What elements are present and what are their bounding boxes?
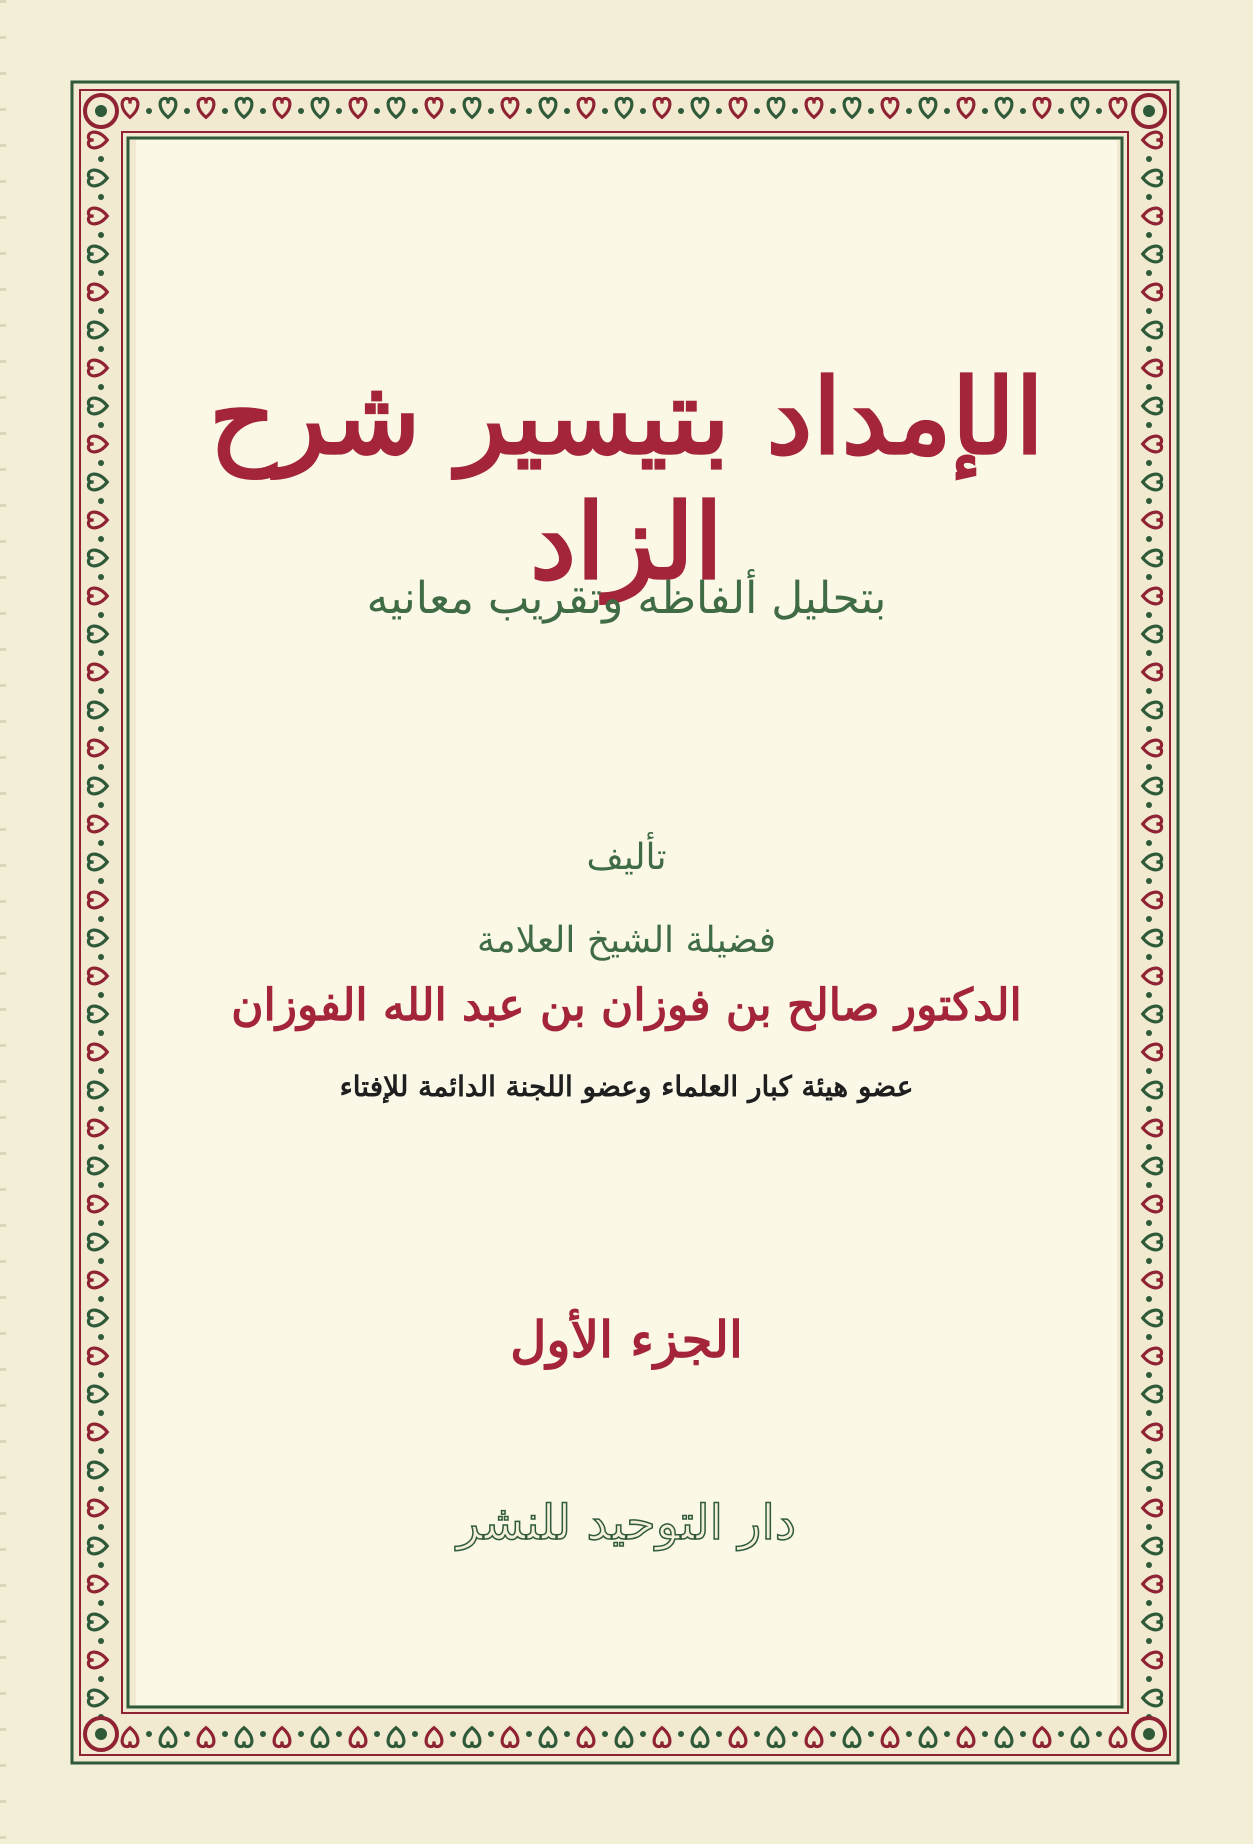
lattice-dot-icon	[98, 1486, 104, 1492]
lattice-dot-icon	[1096, 1731, 1102, 1737]
lattice-dot-icon	[1146, 992, 1152, 998]
lattice-dot-icon	[678, 1731, 684, 1737]
lattice-dot-icon	[1146, 270, 1152, 276]
lattice-dot-icon	[1146, 1410, 1152, 1416]
lattice-dot-icon	[1146, 1220, 1152, 1226]
lattice-dot-icon	[1146, 954, 1152, 960]
volume-label: الجزء الأول	[510, 1310, 743, 1369]
lattice-dot-icon	[412, 108, 418, 114]
lattice-dot-icon	[98, 1258, 104, 1264]
lattice-dot-icon	[1146, 1106, 1152, 1112]
lattice-dot-icon	[526, 108, 532, 114]
lattice-dot-icon	[564, 108, 570, 114]
lattice-dot-icon	[982, 108, 988, 114]
author-membership: عضو هيئة كبار العلماء وعضو اللجنة الدائمة للإفتاء	[339, 1070, 914, 1103]
lattice-dot-icon	[374, 1731, 380, 1737]
lattice-dot-icon	[1146, 422, 1152, 428]
lattice-dot-icon	[184, 1731, 190, 1737]
lattice-dot-icon	[1146, 384, 1152, 390]
lattice-dot-icon	[1146, 1562, 1152, 1568]
lattice-dot-icon	[260, 1731, 266, 1737]
lattice-dot-icon	[1146, 1258, 1152, 1264]
lattice-dot-icon	[1146, 1296, 1152, 1302]
lattice-dot-icon	[98, 1144, 104, 1150]
lattice-dot-icon	[754, 1731, 760, 1737]
authored-by-label: تأليف	[586, 837, 667, 878]
lattice-dot-icon	[222, 1731, 228, 1737]
lattice-dot-icon	[678, 108, 684, 114]
lattice-dot-icon	[1146, 1182, 1152, 1188]
lattice-dot-icon	[98, 498, 104, 504]
lattice-dot-icon	[1146, 1676, 1152, 1682]
lattice-dot-icon	[98, 1334, 104, 1340]
lattice-dot-icon	[716, 1731, 722, 1737]
lattice-dot-icon	[1146, 574, 1152, 580]
lattice-dot-icon	[830, 1731, 836, 1737]
lattice-dot-icon	[944, 1731, 950, 1737]
lattice-dot-icon	[98, 650, 104, 656]
lattice-dot-icon	[602, 1731, 608, 1737]
lattice-dot-icon	[298, 1731, 304, 1737]
lattice-dot-icon	[298, 108, 304, 114]
lattice-dot-icon	[792, 1731, 798, 1737]
lattice-dot-icon	[98, 840, 104, 846]
lattice-dot-icon	[98, 346, 104, 352]
lattice-dot-icon	[98, 1068, 104, 1074]
lattice-dot-icon	[98, 802, 104, 808]
lattice-dot-icon	[1146, 460, 1152, 466]
lattice-dot-icon	[1146, 1448, 1152, 1454]
lattice-dot-icon	[98, 536, 104, 542]
lattice-dot-icon	[98, 194, 104, 200]
lattice-dot-icon	[98, 308, 104, 314]
lattice-dot-icon	[98, 574, 104, 580]
cover-content	[136, 140, 1117, 1705]
book-title: الإمداد بتيسير شرح الزاد	[208, 355, 1045, 603]
lattice-dot-icon	[98, 954, 104, 960]
publisher-name: دار التوحيد للنشر	[456, 1495, 797, 1551]
lattice-dot-icon	[336, 108, 342, 114]
lattice-dot-icon	[336, 1731, 342, 1737]
lattice-dot-icon	[98, 688, 104, 694]
lattice-dot-icon	[98, 1106, 104, 1112]
lattice-dot-icon	[640, 108, 646, 114]
lattice-dot-icon	[868, 1731, 874, 1737]
lattice-dot-icon	[98, 612, 104, 618]
lattice-dot-icon	[868, 108, 874, 114]
lattice-dot-icon	[98, 1182, 104, 1188]
lattice-dot-icon	[1146, 1068, 1152, 1074]
lattice-dot-icon	[1058, 108, 1064, 114]
lattice-dot-icon	[640, 1731, 646, 1737]
lattice-dot-icon	[792, 108, 798, 114]
lattice-dot-icon	[1146, 878, 1152, 884]
lattice-dot-icon	[1058, 1731, 1064, 1737]
author-name: الدكتور صالح بن فوزان بن عبد الله الفوزان	[231, 980, 1022, 1031]
lattice-dot-icon	[98, 1600, 104, 1606]
lattice-dot-icon	[98, 1676, 104, 1682]
corner-rosette-center-icon	[1143, 105, 1155, 117]
lattice-dot-icon	[1146, 726, 1152, 732]
lattice-dot-icon	[98, 156, 104, 162]
lattice-dot-icon	[450, 108, 456, 114]
lattice-dot-icon	[146, 108, 152, 114]
lattice-dot-icon	[1146, 1486, 1152, 1492]
lattice-dot-icon	[1146, 232, 1152, 238]
lattice-dot-icon	[1146, 1638, 1152, 1644]
lattice-dot-icon	[716, 108, 722, 114]
lattice-dot-icon	[526, 1731, 532, 1737]
lattice-dot-icon	[1146, 764, 1152, 770]
lattice-dot-icon	[564, 1731, 570, 1737]
lattice-dot-icon	[1020, 1731, 1026, 1737]
lattice-dot-icon	[1146, 1030, 1152, 1036]
lattice-dot-icon	[1146, 916, 1152, 922]
lattice-dot-icon	[1146, 346, 1152, 352]
lattice-dot-icon	[1146, 1524, 1152, 1530]
lattice-dot-icon	[830, 108, 836, 114]
lattice-dot-icon	[982, 1731, 988, 1737]
lattice-dot-icon	[1146, 156, 1152, 162]
lattice-dot-icon	[98, 878, 104, 884]
lattice-dot-icon	[374, 108, 380, 114]
lattice-dot-icon	[602, 108, 608, 114]
lattice-dot-icon	[98, 1030, 104, 1036]
lattice-dot-icon	[98, 1220, 104, 1226]
lattice-dot-icon	[1146, 1144, 1152, 1150]
lattice-dot-icon	[1146, 1600, 1152, 1606]
lattice-dot-icon	[1146, 1334, 1152, 1340]
lattice-dot-icon	[98, 1372, 104, 1378]
lattice-dot-icon	[488, 108, 494, 114]
lattice-dot-icon	[222, 108, 228, 114]
corner-rosette-center-icon	[1143, 1728, 1155, 1740]
lattice-dot-icon	[98, 1448, 104, 1454]
lattice-dot-icon	[146, 1731, 152, 1737]
lattice-dot-icon	[906, 1731, 912, 1737]
lattice-dot-icon	[98, 1296, 104, 1302]
lattice-dot-icon	[1146, 650, 1152, 656]
lattice-dot-icon	[98, 764, 104, 770]
lattice-dot-icon	[1146, 498, 1152, 504]
lattice-dot-icon	[1146, 802, 1152, 808]
lattice-dot-icon	[98, 1638, 104, 1644]
lattice-dot-icon	[1146, 612, 1152, 618]
lattice-dot-icon	[260, 108, 266, 114]
lattice-dot-icon	[906, 108, 912, 114]
lattice-dot-icon	[1146, 308, 1152, 314]
lattice-dot-icon	[98, 1524, 104, 1530]
lattice-dot-icon	[450, 1731, 456, 1737]
lattice-dot-icon	[944, 108, 950, 114]
lattice-dot-icon	[488, 1731, 494, 1737]
author-honorific: فضيلة الشيخ العلامة	[477, 920, 776, 961]
lattice-dot-icon	[184, 108, 190, 114]
lattice-dot-icon	[98, 384, 104, 390]
lattice-dot-icon	[412, 1731, 418, 1737]
lattice-dot-icon	[1146, 536, 1152, 542]
lattice-dot-icon	[1146, 688, 1152, 694]
lattice-dot-icon	[1020, 108, 1026, 114]
lattice-dot-icon	[98, 460, 104, 466]
lattice-dot-icon	[1146, 194, 1152, 200]
book-subtitle: بتحليل ألفاظه وتقريب معانيه	[366, 573, 887, 624]
lattice-dot-icon	[98, 1410, 104, 1416]
lattice-dot-icon	[98, 270, 104, 276]
lattice-dot-icon	[98, 992, 104, 998]
lattice-dot-icon	[98, 422, 104, 428]
lattice-dot-icon	[98, 916, 104, 922]
corner-rosette-center-icon	[95, 1728, 107, 1740]
lattice-dot-icon	[98, 1562, 104, 1568]
lattice-dot-icon	[1146, 840, 1152, 846]
lattice-dot-icon	[1146, 1372, 1152, 1378]
corner-rosette-center-icon	[95, 105, 107, 117]
lattice-dot-icon	[754, 108, 760, 114]
lattice-dot-icon	[98, 232, 104, 238]
lattice-dot-icon	[98, 726, 104, 732]
lattice-dot-icon	[1096, 108, 1102, 114]
page-edge	[0, 0, 6, 1844]
